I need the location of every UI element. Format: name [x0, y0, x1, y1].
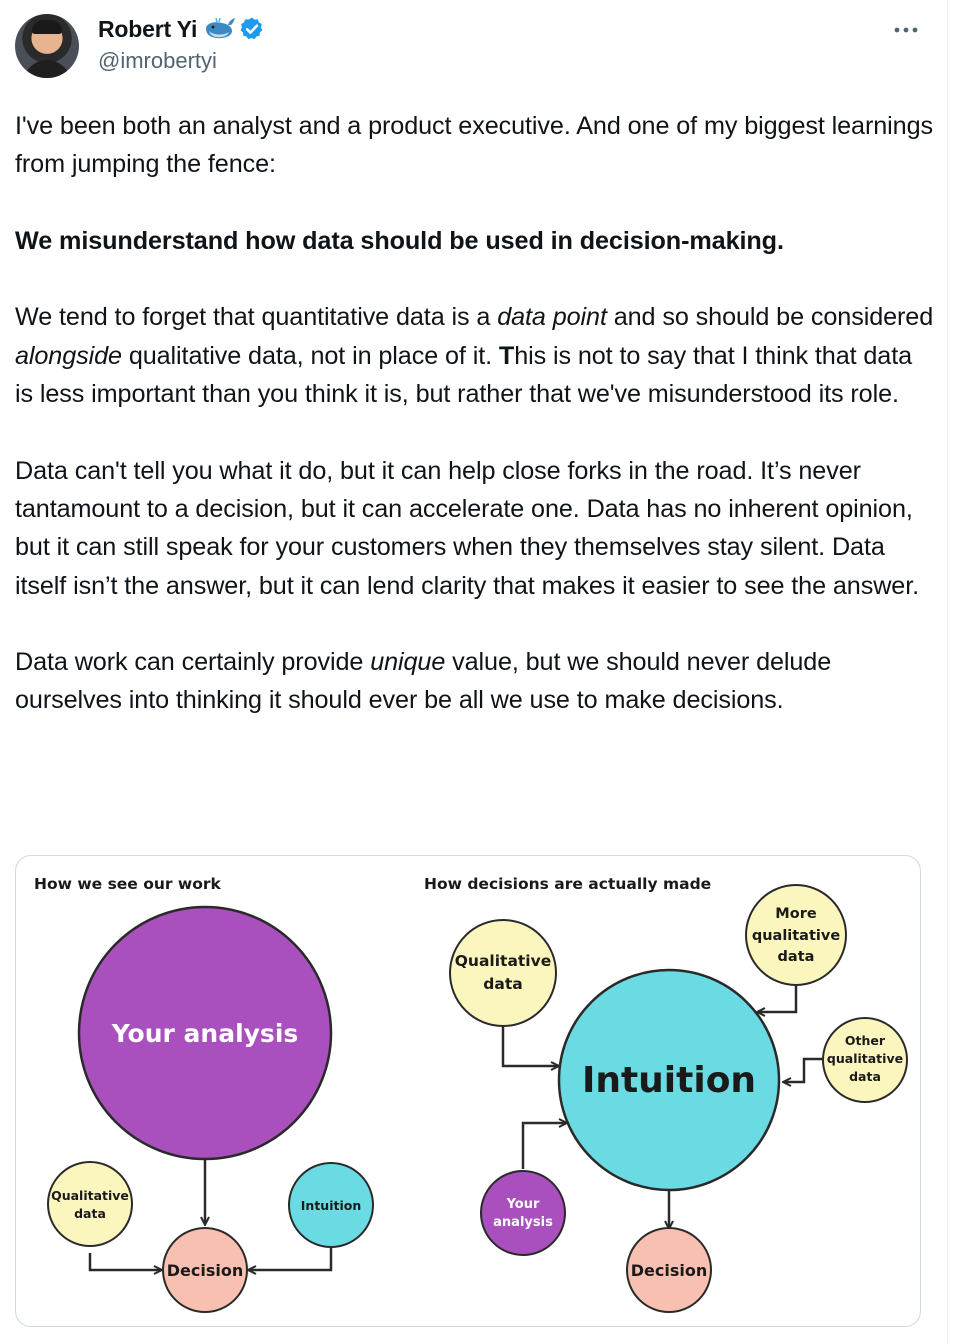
tweet-paragraph-2 — [15, 222, 935, 260]
node-label-line: Qualitative — [454, 952, 552, 970]
whale-emoji-icon — [204, 17, 236, 41]
node-circle — [450, 920, 556, 1026]
tweet-image[interactable] — [15, 855, 921, 1327]
column-divider — [947, 0, 948, 1344]
text-bold-letter: T — [498, 341, 515, 370]
node-more-qualitative-data — [746, 885, 846, 985]
node-label-line: Qualitative — [51, 1188, 129, 1203]
avatar[interactable] — [15, 14, 79, 78]
decision-diagram — [16, 856, 920, 1326]
tweet-paragraph-3 — [15, 298, 935, 413]
node-label-line: data — [74, 1206, 106, 1221]
connector-more-qualitative-to-intuition — [758, 984, 796, 1012]
connector-qualitative-to-intuition — [503, 1025, 558, 1066]
connector-intuition-to-decision — [249, 1248, 331, 1270]
tweet-paragraph-5 — [15, 643, 935, 720]
node-label: Decision — [166, 1261, 244, 1280]
text-segment: value, but we should never delude ourselves into thinking it should ever be all we use to make decisions. — [15, 648, 832, 715]
connector-other-qualitative-to-intuition — [784, 1059, 823, 1082]
author-name-row — [98, 14, 265, 44]
node-label-line: More — [775, 906, 817, 922]
node-qualitative-data-right — [450, 920, 556, 1026]
tweet-text — [15, 107, 935, 720]
text-segment: and so should be considered — [606, 303, 934, 332]
node-your-analysis-left — [79, 907, 331, 1159]
text-segment: qualitative data, not in place of it. — [121, 341, 499, 370]
node-label: Decision — [630, 1261, 708, 1280]
text-emphasis: unique — [370, 648, 446, 677]
text-segment: Data work can certainly provide — [15, 648, 371, 677]
node-qualitative-data-left — [48, 1162, 132, 1246]
node-label-line: analysis — [493, 1215, 553, 1230]
text-segment: We tend to forget that quantitative data is a — [15, 303, 498, 332]
node-label-line: data — [777, 949, 815, 965]
more-options-icon[interactable] — [892, 19, 920, 41]
text-emphasis: data point — [497, 303, 607, 332]
avatar-hair — [32, 20, 62, 34]
node-label: Your analysis — [111, 1019, 299, 1048]
connector-analysis-to-intuition — [523, 1123, 566, 1169]
text-segment: his is not to say that I think that data is less important than you think it is, but rather that we've misunderstood its role. — [15, 341, 913, 409]
node-label-line: Your — [506, 1197, 540, 1212]
node-decision-left — [163, 1228, 247, 1312]
avatar-shirt — [23, 60, 71, 78]
node-your-analysis-right — [481, 1171, 565, 1255]
tweet-paragraph-4: Data can't tell you what it do, but it can help close forks in the road. It’s never tantamount to a decision, but it can accelerate one. Data has no inherent opinion, but it can still speak for your customers when they themselves stay silent. Data itself isn’t the answer, but it can lend clarity that makes it easier to see the answer. — [15, 456, 920, 600]
node-label-line: qualitative — [826, 1051, 904, 1066]
node-label-line: data — [849, 1069, 881, 1084]
node-intuition-right — [559, 970, 779, 1190]
node-circle — [481, 1171, 565, 1255]
verified-badge-icon[interactable] — [239, 16, 265, 42]
author-display-name[interactable]: Robert Yi — [98, 15, 198, 42]
node-label: Intuition — [581, 1060, 757, 1101]
node-circle — [48, 1162, 132, 1246]
node-other-qualitative-data — [823, 1018, 907, 1102]
left-diagram-title: How we see our work — [34, 875, 221, 893]
node-label-line: qualitative — [751, 928, 841, 944]
node-label: Intuition — [300, 1198, 362, 1213]
author-handle[interactable]: @imrobertyi — [98, 48, 217, 73]
node-label-line: Other — [844, 1033, 886, 1048]
tweet-bold-statement: We misunderstand how data should be used in decision-making. — [15, 226, 784, 255]
node-intuition-left — [289, 1163, 373, 1247]
node-label-line: data — [483, 975, 523, 993]
right-diagram-title: How decisions are actually made — [424, 875, 712, 893]
node-decision-right — [627, 1228, 711, 1312]
text-emphasis: alongside — [15, 341, 122, 370]
connector-qualitative-to-decision — [90, 1253, 161, 1270]
tweet-paragraph-1: I've been both an analyst and a product executive. And one of my biggest learnings from jumping the fence: — [15, 112, 933, 179]
